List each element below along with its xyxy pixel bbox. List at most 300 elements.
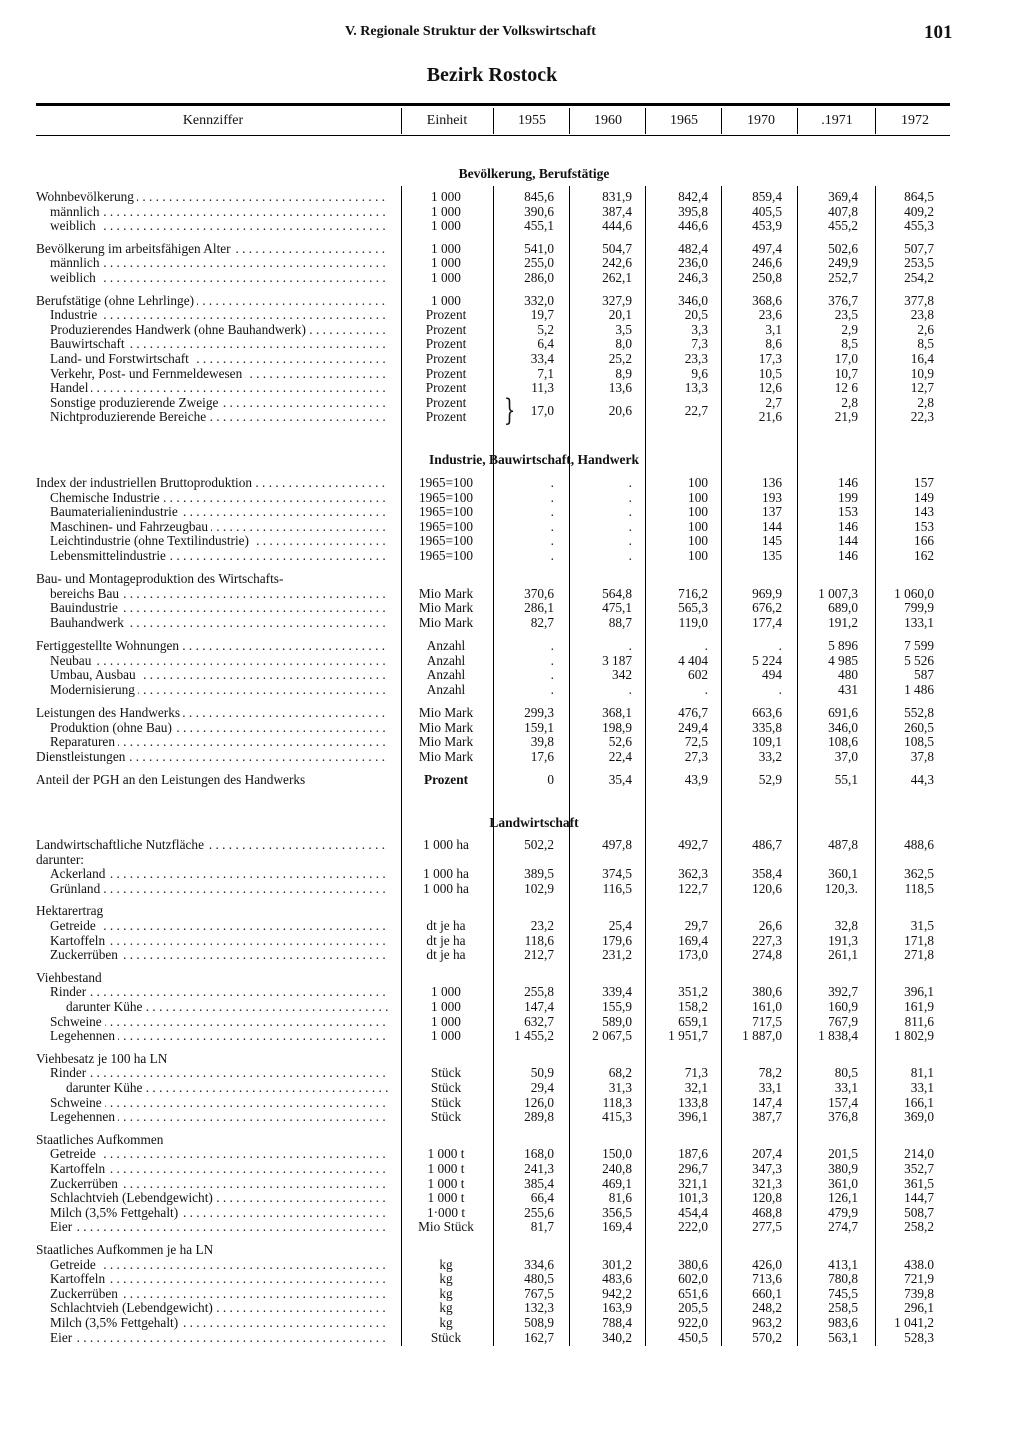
row-label [50,1015,388,1030]
row-value: 120,6 [752,880,782,896]
row-value: 487,8 [828,837,858,852]
row-value: 745,5 [828,1285,858,1301]
row-value: 362,5 [904,866,934,882]
row-value: 29,4 [530,1080,554,1095]
row-value: 334,6 [524,1256,554,1272]
row-value: 16,4 [910,351,934,366]
row-label [50,323,388,338]
row-value: 109,1 [752,734,782,750]
row-value: . [628,548,632,563]
row-label [50,985,388,1000]
row-value: 261,1 [828,947,858,963]
row-value: 2,8 [917,394,934,410]
row-label-text: Getreide [50,919,99,933]
row-label-text: Zuckerrüben [50,1177,121,1191]
row-value: 108,6 [828,734,858,750]
row-label [50,1287,388,1302]
row-value: 369,0 [904,1109,934,1125]
row-value: 33,1 [910,1080,934,1095]
table-row [0,838,1024,853]
row-value: 78,2 [758,1065,782,1081]
row-value: 431 [838,681,858,697]
row-label-text: Verkehr, Post- und Fernmeldewesen [50,367,245,381]
row-value: 52,9 [758,771,782,787]
row-label [50,721,388,736]
row-label-text: darunter Kühe [66,1081,145,1095]
row-label [50,1220,388,1235]
row-value: 8,5 [841,336,858,352]
row-value: 161,0 [752,999,782,1014]
row-value: 277,5 [752,1219,782,1235]
row-unit: 1 000 t [427,1146,465,1162]
row-value: 564,8 [602,585,632,601]
row-value: 1 951,7 [668,1028,708,1044]
row-value: 5 224 [752,652,782,668]
row-value: 144,7 [904,1190,934,1206]
row-value: 212,7 [524,947,554,963]
row-unit: Stück [430,1329,462,1345]
merge-brace: } [503,393,516,428]
row-label-text: Viehbesatz je 100 ha LN [36,1052,170,1066]
row-value: 255,6 [524,1204,554,1220]
row-value: 347,3 [752,1161,782,1176]
row-value: 361,5 [904,1175,934,1191]
row-unit: Stück [430,1080,462,1095]
row-value: 10,7 [834,365,858,381]
row-value: 1 838,4 [818,1028,858,1044]
row-unit: 1 000 [431,984,461,1000]
row-label [50,587,388,602]
row-label [50,616,388,631]
row-label-text: Staatliches Aufkommen [36,1133,166,1147]
row-value: 255,0 [524,255,554,271]
row-value: 497,8 [602,837,632,852]
row-value: . [550,681,554,697]
table-row [0,337,1024,352]
row-value: 301,2 [602,1256,632,1272]
row-label-text: Fertiggestellte Wohnungen [36,639,182,653]
row-value: 565,3 [678,600,708,616]
row-value: . [550,533,554,549]
row-value: 1 486 [904,681,934,697]
row-value: 116,5 [602,880,632,896]
row-value: 43,9 [684,771,708,787]
row-value: 335,8 [752,719,782,735]
row-value: 193 [762,489,782,505]
row-value: 392,7 [828,984,858,1000]
row-value: 8,0 [615,336,632,352]
row-value: 370,6 [524,585,554,601]
table-row [0,242,1024,257]
table-row [0,971,1024,986]
row-value: 173,0 [678,947,708,963]
table-row [0,934,1024,949]
row-label-text: Land- und Forstwirtschaft [50,352,192,366]
table-row [0,534,1024,549]
row-value: 50,9 [530,1065,554,1081]
row-label [50,219,388,234]
row-value: 1 802,9 [894,1028,934,1044]
row-label [50,919,388,934]
table-row [0,323,1024,338]
row-value: 23,8 [910,307,934,323]
row-unit: Prozent [425,409,467,425]
row-value: 799,9 [904,600,934,616]
row-value: 289,8 [524,1109,554,1125]
row-label-text: Schlachtvieh (Lebendgewicht) [50,1301,216,1315]
row-value: 339,4 [602,984,632,1000]
row-value: 340,2 [602,1329,632,1345]
row-value: 20,1 [608,307,632,323]
row-unit: 1 000 [431,255,461,271]
row-value: . [550,548,554,563]
table-row [0,219,1024,234]
row-value: 17,3 [758,351,782,366]
row-value: 249,4 [678,719,708,735]
row-unit: Anzahl [426,638,466,653]
row-value: 502,6 [828,240,858,256]
row-value: 663,6 [752,704,782,720]
row-label [50,491,388,506]
row-value: 405,5 [752,203,782,219]
row-unit: 1965=100 [418,504,474,520]
row-value: 415,3 [602,1109,632,1125]
row-value: . [550,504,554,520]
row-value: 12 6 [834,380,858,396]
row-value: 479,9 [828,1204,858,1220]
row-label-text: Dienstleistungen [36,750,128,764]
row-value: 659,1 [678,1013,708,1029]
row-label-text: Index der industriellen Bruttoproduktion [36,476,255,490]
row-value: 587 [914,667,934,683]
row-unit: 1 000 [431,1028,461,1044]
table-row [0,1000,1024,1015]
row-unit: 1 000 [431,270,461,285]
row-value: 29,7 [684,918,708,933]
table-row [0,919,1024,934]
row-label-text: Eier [50,1220,75,1234]
row-label-text: Wohnbevölkerung [36,190,137,204]
row-unit: Mio Mark [418,614,474,630]
row-label [36,476,388,491]
table-row [0,1316,1024,1331]
row-value: 177,4 [752,614,782,630]
row-value: 1 007,3 [818,585,858,601]
row-label-text: Grünland [50,882,103,896]
row-value: 377,8 [904,292,934,308]
row-value: 8,5 [917,336,934,352]
row-value: 368,6 [752,292,782,308]
row-value: 342 [612,667,632,683]
row-value: 214,0 [904,1146,934,1162]
table-row [0,1258,1024,1273]
row-value: 35,4 [608,771,632,787]
row-value: 358,4 [752,866,782,882]
row-value: 676,2 [752,600,782,616]
row-value: 483,6 [602,1271,632,1287]
row-unit: Prozent [425,394,467,410]
row-label-text: Industrie [50,308,100,322]
row-value: . [550,667,554,683]
row-value: 376,8 [828,1109,858,1125]
row-value: 274,7 [828,1219,858,1235]
table-row [0,491,1024,506]
row-value: 158,2 [678,999,708,1014]
column-header-year: 1972 [901,113,929,128]
table-row [0,1191,1024,1206]
row-value: 32,8 [834,918,858,933]
row-value: 17,6 [530,748,554,764]
table-row [0,308,1024,323]
row-value: 187,6 [678,1146,708,1162]
row-label [50,308,388,323]
table-row [0,735,1024,750]
table-row [0,1096,1024,1111]
row-value: 55,1 [834,771,858,787]
row-value: 102,9 [524,880,554,896]
row-unit: 1 000 [431,292,461,308]
row-value: 2,8 [841,394,858,410]
row-value: 438.0 [904,1256,934,1272]
row-unit: 1 000 [431,189,461,204]
row-unit: Prozent [423,771,469,787]
row-value: . [550,652,554,668]
table-row [0,1052,1024,1067]
row-value: 3,5 [615,321,632,337]
row-value: 321,3 [752,1175,782,1191]
row-value: 146 [838,475,858,490]
row-value: 717,5 [752,1013,782,1029]
row-value: 6,4 [537,336,554,352]
row-value: 166 [914,533,934,549]
table-row [0,601,1024,616]
table-row [0,587,1024,602]
row-value: 508,7 [904,1204,934,1220]
row-unit: Mio Mark [418,704,474,720]
row-value: 475,1 [602,600,632,616]
row-value: 258,5 [828,1300,858,1316]
row-value: . [550,518,554,534]
table-row [0,721,1024,736]
row-label [50,1177,388,1192]
row-value: 33,2 [758,748,782,764]
row-value: 468,8 [752,1204,782,1220]
row-value: 254,2 [904,270,934,285]
row-value: 426,0 [752,1256,782,1272]
row-value: 963,2 [752,1315,782,1330]
row-value: 21,9 [834,409,858,425]
row-value: 240,8 [602,1161,632,1176]
row-value: 33,4 [530,351,554,366]
row-value: 133,1 [904,614,934,630]
row-label [36,773,388,788]
table-row [0,750,1024,765]
row-value: 385,4 [524,1175,554,1191]
row-label [50,1258,388,1273]
column-header-year: 1960 [594,113,622,128]
row-label-text: Bau- und Montageproduktion des Wirtschafts- [36,572,286,586]
row-value: 7,1 [537,365,554,381]
row-value: 198,9 [602,719,632,735]
row-label-text: Berufstätige (ohne Lehrlinge) [36,294,197,308]
column-header-year: 1955 [518,113,546,128]
row-value: . [628,638,632,653]
row-label [36,572,388,587]
row-label-text: Milch (3,5% Fettgehalt) [50,1206,181,1220]
table-row [0,654,1024,669]
table-row [0,294,1024,309]
table-row [0,867,1024,882]
row-label-text: Staatliches Aufkommen je ha LN [36,1243,216,1257]
table-row [0,367,1024,382]
row-label [50,1096,388,1111]
row-value: 739,8 [904,1285,934,1301]
row-value: 842,4 [678,189,708,204]
row-value: 395,8 [678,203,708,219]
row-value: 10,9 [910,365,934,381]
row-value: 380,9 [828,1161,858,1176]
row-unit: Mio Mark [418,734,474,750]
row-value: 23,3 [684,351,708,366]
row-value: 135 [762,548,782,563]
row-unit: 1 000 [431,999,461,1014]
row-value: 161,9 [904,999,934,1014]
row-value: 346,0 [828,719,858,735]
row-value: 157,4 [828,1094,858,1110]
row-value: 242,6 [602,255,632,271]
row-label [36,750,388,765]
row-value: 241,3 [524,1161,554,1176]
row-label [36,838,388,853]
table-row [0,476,1024,491]
row-label [50,948,388,963]
row-label-text: Ackerland [50,867,108,881]
row-value: 1 887,0 [742,1028,782,1044]
row-value: 8,6 [765,336,782,352]
row-value: 444,6 [602,218,632,234]
row-value: 346,0 [678,292,708,308]
row-value: 332,0 [524,292,554,308]
row-label [66,1081,388,1096]
row-value: 446,6 [678,218,708,234]
row-label-text: Rinder [50,1066,89,1080]
row-value: 146 [838,518,858,534]
row-value: 407,8 [828,203,858,219]
row-value: 11,3 [531,380,554,396]
row-value: 497,4 [752,240,782,256]
row-value: 380,6 [678,1256,708,1272]
table-row [0,549,1024,564]
row-label-text: Schweine [50,1096,105,1110]
row-label-text: weiblich [50,219,99,233]
table-row [0,1029,1024,1044]
row-value: 205,5 [678,1300,708,1316]
row-value: 413,1 [828,1256,858,1272]
row-value: 454,4 [678,1204,708,1220]
row-value: 396,1 [904,984,934,1000]
row-value: 168,0 [524,1146,554,1162]
row-label [50,1331,388,1346]
row-value: 169,4 [602,1219,632,1235]
row-label [36,1052,388,1067]
row-label-text: Umbau, Ausbau [50,668,139,682]
row-value: 155,9 [602,999,632,1014]
row-unit: Prozent [425,307,467,323]
page-title-text: Bezirk Rostock [426,64,558,86]
row-value: 66,4 [530,1190,554,1206]
column-header-indicator: Kennziffer [182,113,244,128]
row-label [50,1066,388,1081]
row-value: 811,6 [904,1013,934,1029]
row-unit: 1 000 t [427,1161,465,1176]
row-label-text: Landwirtschaftliche Nutzfläche [36,838,207,852]
table-row [0,520,1024,535]
row-label-text: Nichtproduzierende Bereiche [50,410,209,424]
row-value: 389,5 [524,866,554,882]
row-unit: dt je ha [426,918,466,933]
table-row [0,948,1024,963]
table-row [0,1301,1024,1316]
row-value: 541,0 [524,240,554,256]
row-value: 488,6 [904,837,934,852]
row-value: 255,8 [524,984,554,1000]
row-unit: 1 000 [431,1013,461,1029]
row-value: 453,9 [752,218,782,234]
row-value: 632,7 [524,1013,554,1029]
row-value: 120,8 [752,1190,782,1206]
row-value: 450,5 [678,1329,708,1345]
row-value: 504,7 [602,240,632,256]
row-value: 286,1 [524,600,554,616]
row-value: 153 [838,504,858,520]
table-row [0,1177,1024,1192]
row-unit: Prozent [425,380,467,396]
row-value: 4 985 [828,652,858,668]
row-unit: Prozent [425,351,467,366]
row-value: 160,9 [828,999,858,1014]
row-value: 831,9 [602,189,632,204]
row-value: 602 [688,667,708,683]
row-label [36,294,388,309]
row-label-text: Eier [50,1331,75,1345]
row-unit: dt je ha [426,947,466,963]
row-value: 374,5 [602,866,632,882]
row-unit: Anzahl [426,652,466,668]
row-unit: 1 000 [431,218,461,234]
row-value: 147,4 [524,999,554,1014]
row-value: 25,4 [608,918,632,933]
row-value: 163,9 [602,1300,632,1316]
table-row [0,1243,1024,1258]
row-value: 4 404 [678,652,708,668]
row-label-text: Viehbestand [36,971,105,985]
row-value: 133,8 [678,1094,708,1110]
row-value: 1 041,2 [894,1315,934,1330]
row-value: 528,3 [904,1329,934,1345]
table-row [0,271,1024,286]
row-value: 19,7 [530,307,554,323]
row-value: 250,8 [752,270,782,285]
row-value: 22,4 [608,748,632,764]
row-label [50,654,388,669]
row-value: 44,3 [910,771,934,787]
row-label-text: Chemische Industrie [50,491,163,505]
row-value: 126,0 [524,1094,554,1110]
row-value: 380,6 [752,984,782,1000]
row-label [50,1110,388,1125]
row-value: 1 455,2 [514,1028,554,1044]
row-value: 376,7 [828,292,858,308]
